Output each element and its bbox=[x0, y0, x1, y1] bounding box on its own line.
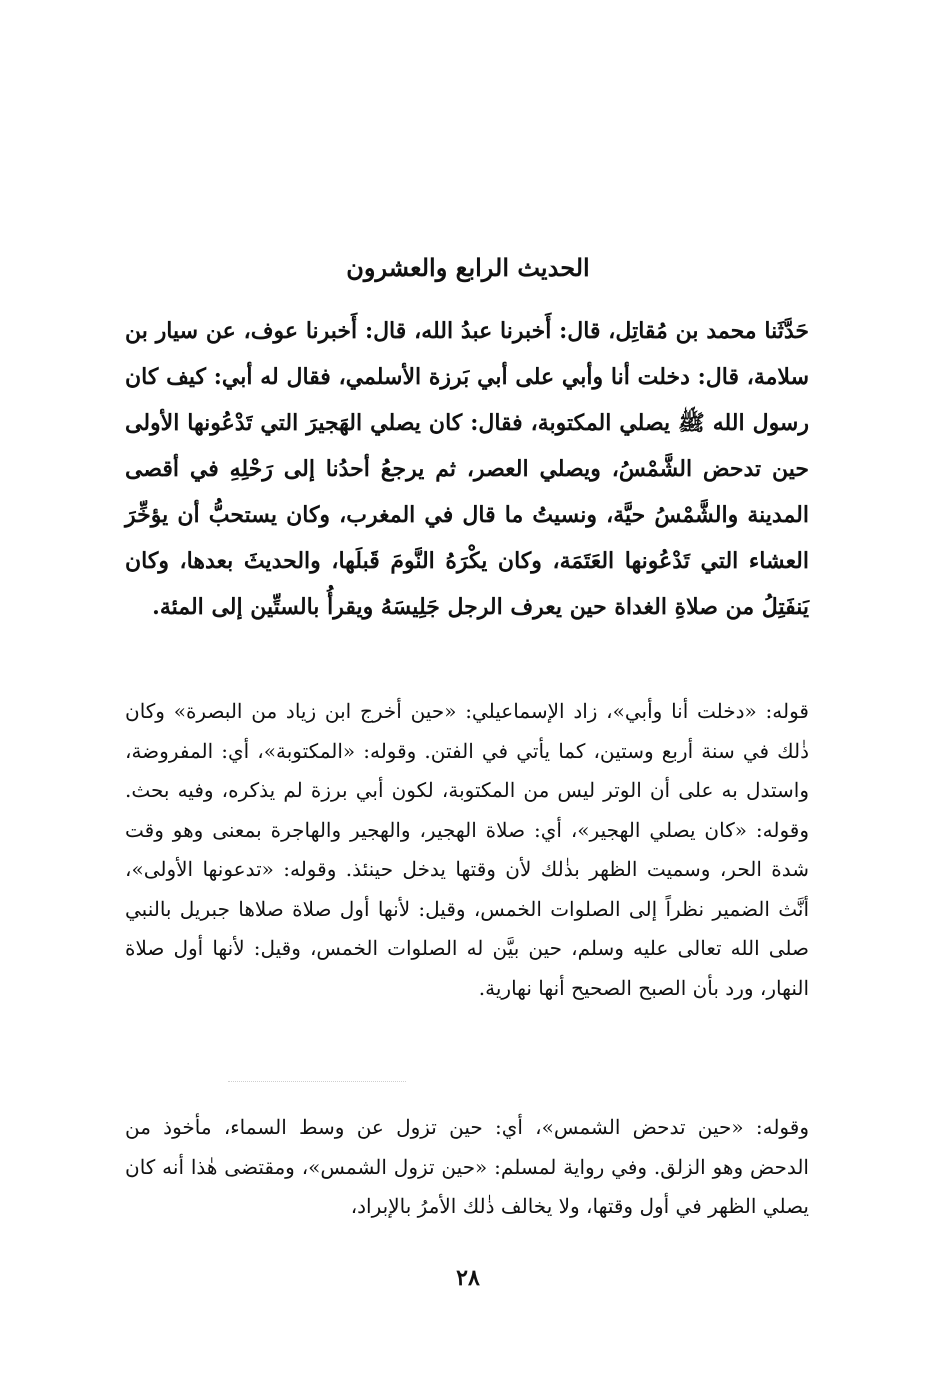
commentary-paragraph-1: قوله: «دخلت أنا وأبي»، زاد الإسماعيلي: «حين أخرج ابن زياد من البصرة» وكان ذٰلك في سنة أربع وستين، كما يأتي في الفتن. وقوله: «المكتوبة»، أي: المفروضة، واستدل به على أن الوتر ليس من المكتوبة، لكون أبي برزة لم يذكره، وفيه بحث. وقوله: «كان يصلي الهجير»، أي: صلاة الهجير، والهجير والهاجرة بمعنى وهو وقت شدة الحر، وسميت الظهر بذٰلك لأن وقتها يدخل حينئذ. وقوله: «تدعونها الأولى»، أنَّث الضمير نظراً إلى الصلوات الخمس، وقيل: لأنها أول صلاة صلاها جبريل بالنبي صلى الله تعالى عليه وسلم، حين بيَّن له الصلوات الخمس، وقيل: لأنها أول صلاة النهار، ورد بأن الصبح الصحيح أنها نهارية. bbox=[125, 699, 809, 1000]
chapter-heading: الحديث الرابع والعشرون bbox=[346, 253, 590, 282]
page-number: ٢٨ bbox=[456, 1265, 480, 1291]
commentary-paragraph-2: وقوله: «حين تدحض الشمس»، أي: حين تزول عن وسط السماء، مأخوذ من الدحض وهو الزلق. وفي رواية لمسلم: «حين تزول الشمس»، ومقتضى هٰذا أنه كان يصلي الظهر في أول وقتها، ولا يخالف ذٰلك الأمرُ بالإبراد، bbox=[125, 1115, 809, 1218]
divider bbox=[228, 1081, 406, 1082]
hadith-text: حَدَّثَنا محمد بن مُقاتِل، قال: أَخبرنا عبدُ الله، قال: أَخبرنا عوف، عن سيار بن سلامة، قال: دخلت أنا وأبي على أبي بَرزة الأسلمي، فقال له أبي: كيف كان رسول الله ﷺ يصلي المكتوبة، فقال: كان يصلي الهَجيرَ التي تَدْعُونها الأولى حين تدحض الشَّمْسُ، ويصلي العصر، ثم يرجعُ أحدُنا إلى رَحْلِهِ في أقصى المدينة والشَّمْسُ حيَّة، ونسيتُ ما قال في المغرب، وكان يستحبُّ أن يؤخِّرَ العشاء التي تَدْعُونها العَتَمَة، وكان يكْرَهُ النَّومَ قَبلَها، والحديثَ بعدها، وكان يَنفَتِلُ من صلاةِ الغداة حين يعرف الرجل جَلِيسَهُ ويقرأُ بالستِّين إلى المئة. bbox=[125, 318, 809, 620]
